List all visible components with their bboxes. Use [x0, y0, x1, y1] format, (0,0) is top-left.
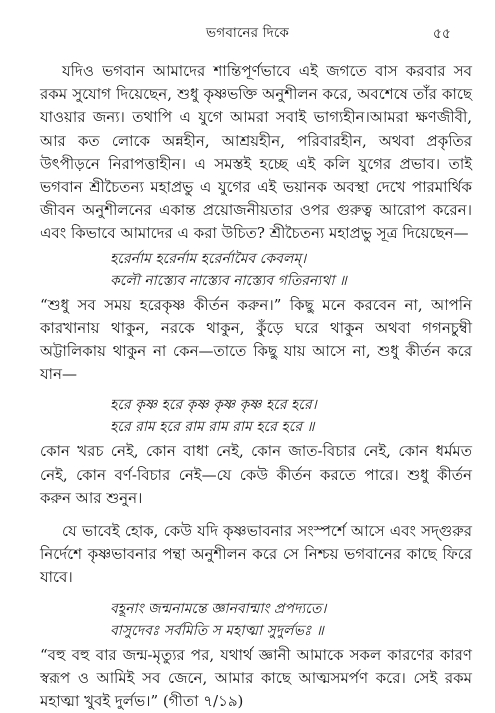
- verse-line: হরে রাম হরে রাম রাম রাম হরে হরে ॥: [110, 419, 315, 436]
- running-title: ভগবানের দিকে: [206, 25, 289, 41]
- verse-line: হরের্নাম হরের্নাম হরের্নামৈব কেবলম্।: [110, 250, 307, 267]
- paragraph-4: যে ভাবেই হোক, কেউ যদি কৃষ্ণভাবনার সংস্পর্শে আসে এবং সদ্গুরুর নির্দেশে কৃষ্ণভাবনার পন্থা অনুশীলন করে সে নিশ্চয় ভগবানের কাছে ফিরে যাবে।: [40, 522, 472, 587]
- verse-line: হরে কৃষ্ণ হরে কৃষ্ণ কৃষ্ণ কৃষ্ণ হরে হরে।: [110, 397, 317, 414]
- verse-mahamantra: [40, 394, 472, 438]
- verse-line: বাসুদেবঃ সর্বমিতি স মহাত্মা সুদুর্লভঃ ॥: [110, 622, 324, 639]
- paragraph-2: “শুধু সব সময় হরেকৃষ্ণ কীর্তন করুন।” কিছু মনে করবেন না, আপনি কারখানায় থাকুন, নরকে থাকুন, কুঁড়ে ঘরে থাকুন অথবা গগনচুম্বী অট্টালিকায় থাকুন না কেন—তাতে কিছু যায় আসে না, শুধু কীর্তন করে যান—: [40, 295, 472, 384]
- verse-line: বহূনাং জন্মনামন্তে জ্ঞানবান্মাং প্রপদ্যতে।: [110, 600, 327, 617]
- paragraph-5: “বহু বহু বার জন্ম-মৃত্যুর পর, যথার্থ জ্ঞানী আমাকে সকল কারণের কারণ স্বরূপ ও আমিই সব জেনে, আমার কাছে আত্মসমর্পণ করে। সেই রকম মহাত্মা খুবই দুর্লভ।” (গীতা ৭/১৯): [40, 645, 472, 711]
- verse-line: কলৌ নাস্ত্যেব নাস্ত্যেব নাস্ত্যেব গতিরন্যথা ॥: [110, 272, 347, 289]
- running-header: [0, 22, 495, 44]
- verse-gita: [40, 598, 472, 642]
- verse-harinama: [40, 248, 472, 292]
- paragraph-3: কোন খরচ নেই, কোন বাধা নেই, কোন জাত-বিচার নেই, কোন ধর্মমত নেই, কোন বর্ণ-বিচার নেই—যে কেউ কীর্তন করতে পারে। শুধু কীর্তন করুন আর শুনুন।: [40, 442, 472, 507]
- page-number: ৫৫: [432, 26, 451, 42]
- body-text: [40, 60, 472, 713]
- paragraph-1: যদিও ভগবান আমাদের শান্তিপূর্ণভাবে এই জগতে বাস করবার সব রকম সুযোগ দিয়েছেন, শুধু কৃষ্ণভক্তি অনুশীলন করে, অবশেষে তাঁর কাছে যাওয়ার জন্য। তথাপি এ যুগে আমরা সবাই ভাগ্যহীন।আমরা ক্ষণজীবী, আর কত লোকে অন্নহীন, আশ্রয়হীন, পরিবারহীন, অথবা প্রকৃতির উৎপীড়নে নিরাপত্তাহীন। এ সমস্তই হচ্ছে এই কলি যুগের প্রভাব। তাই ভগবান শ্রীচৈতন্য মহাপ্রভু এ যুগের এই ভয়ানক অবস্থা দেখে পারমার্থিক জীবন অনুশীলনের একান্ত প্রয়োজনীয়তার ওপর গুরুত্ব আরোপ করেন। এবং কিভাবে আমাদের এ করা উচিত? শ্রীচৈতন্য মহাপ্রভু সূত্র দিয়েছেন—: [40, 62, 472, 243]
